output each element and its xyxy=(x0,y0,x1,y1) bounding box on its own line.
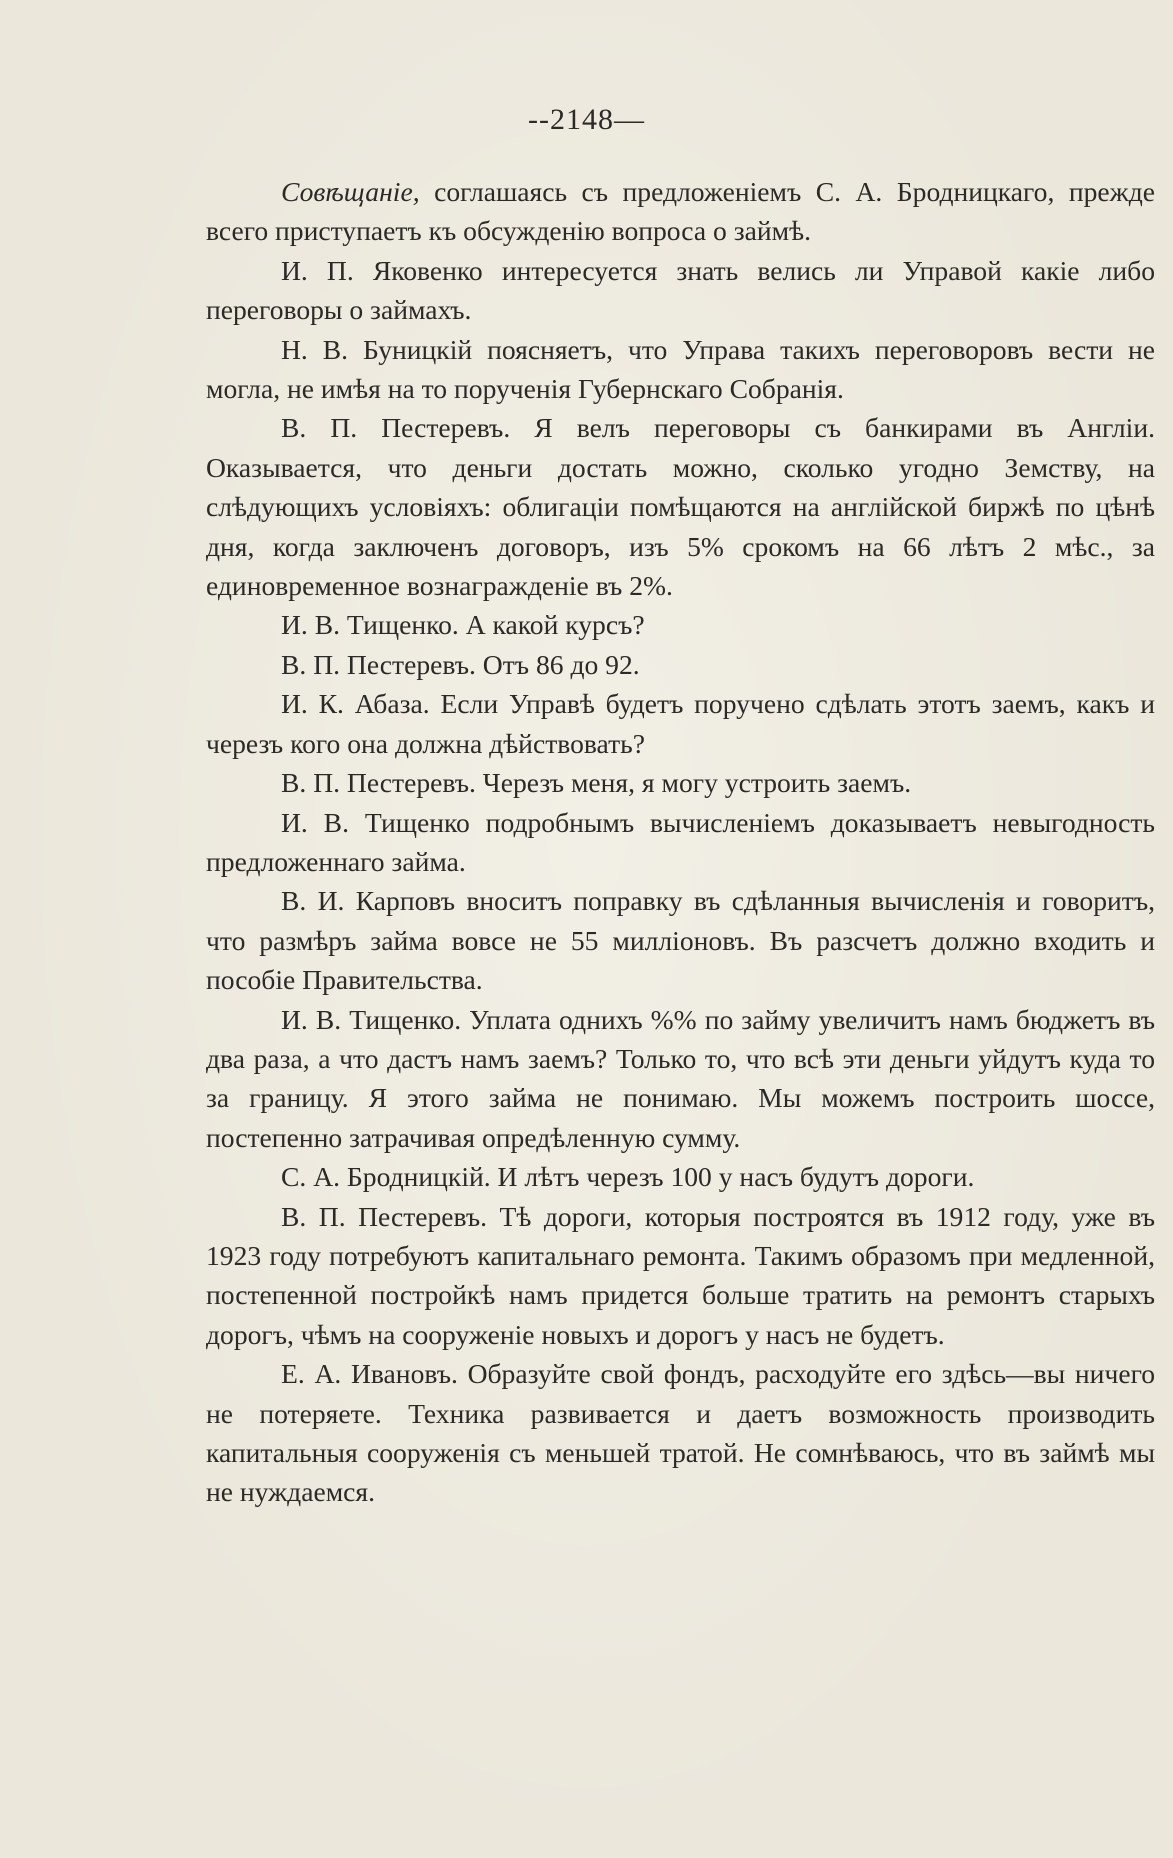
paragraph-tishchenko-calculation: И. В. Тищенко подробнымъ вычисленіемъ доказываетъ невыгодность предложеннаго займа. xyxy=(206,806,1155,877)
paragraph-meeting-decision xyxy=(206,172,1155,251)
paragraph-ivanov: Е. А. Ивановъ. Образуйте свой фондъ, расходуйте его здѣсь—вы ничего не потеряете. Техника развивается и даетъ возможность производить капитальныя сооруженія съ меньшей тратой. Не сомнѣваюсь, что въ займѣ мы не нуждаемся. xyxy=(206,1358,1155,1508)
minutes-body xyxy=(206,172,1155,1512)
paragraph-yakovenko: И. П. Яковенко интересуется знать велись ли Управой какіе либо переговоры о займахъ. xyxy=(206,254,1155,326)
paragraph-lead-word: Совѣщаніе, xyxy=(281,176,420,207)
paragraph-tishchenko-budget: И. В. Тищенко. Уплата однихъ %% по займу увеличитъ намъ бюджетъ въ два раза, а что дастъ намъ заемъ? Только то, что всѣ эти деньги уйдутъ куда то за границу. Я этого займа не понимаю. Мы можемъ построить шоссе, постепенно затрачивая опредѣленную сумму. xyxy=(206,1003,1155,1153)
paragraph-pesterev-rate: В. П. Пестеревъ. Отъ 86 до 92. xyxy=(281,648,640,680)
paragraph-brodnitsky: С. А. Бродницкій. И лѣтъ черезъ 100 у насъ будутъ дороги. xyxy=(281,1161,975,1193)
paragraph-pesterev-roads: В. П. Пестеревъ. Тѣ дороги, которыя построятся въ 1912 году, уже въ 1923 году потребуютъ капитальнаго ремонта. Такимъ образомъ при медленной, постепенной постройкѣ намъ придется больше тратить на ремонтъ старыхъ дорогъ, чѣмъ на сооруженіе новыхъ и дорогъ у насъ не будетъ. xyxy=(206,1200,1155,1350)
paragraph-abaza: И. К. Абаза. Если Управѣ будетъ поручено сдѣлать этотъ заемъ, какъ и черезъ кого она должна дѣйствовать? xyxy=(206,688,1155,759)
paragraph-bunitsky: Н. В. Буницкій поясняетъ, что Управа такихъ переговоровъ вести не могла, не имѣя на то порученія Губернскаго Собранія. xyxy=(206,333,1155,405)
paragraph-pesterev-england: В. П. Пестеревъ. Я велъ переговоры съ банкирами въ Англіи. Оказывается, что деньги достать можно, сколько угодно Земству, на слѣдующихъ условіяхъ: облигаціи помѣщаются на англійской биржѣ по цѣнѣ дня, когда заключенъ договоръ, изъ 5% срокомъ на 66 лѣтъ 2 мѣс., за единовременное вознагражденіе въ 2%. xyxy=(206,412,1155,602)
paragraph-pesterev-through-me: В. П. Пестеревъ. Черезъ меня, я могу устроить заемъ. xyxy=(281,767,912,799)
paragraph-karpov: В. И. Карповъ вноситъ поправку въ сдѣланныя вычисленія и говоритъ, что размѣръ займа вовсе не 55 милліоновъ. Въ разсчетъ должно входить и пособіе Правительства. xyxy=(206,885,1155,996)
paragraph-text: соглашаясь съ предложеніемъ С. А. Бродницкаго, прежде всего приступаетъ къ обсужденію вопроса о займѣ. xyxy=(206,176,1155,247)
page-number: --2148— xyxy=(528,103,645,136)
paragraph-tishchenko-rate: И. В. Тищенко. А какой курсъ? xyxy=(281,609,645,641)
